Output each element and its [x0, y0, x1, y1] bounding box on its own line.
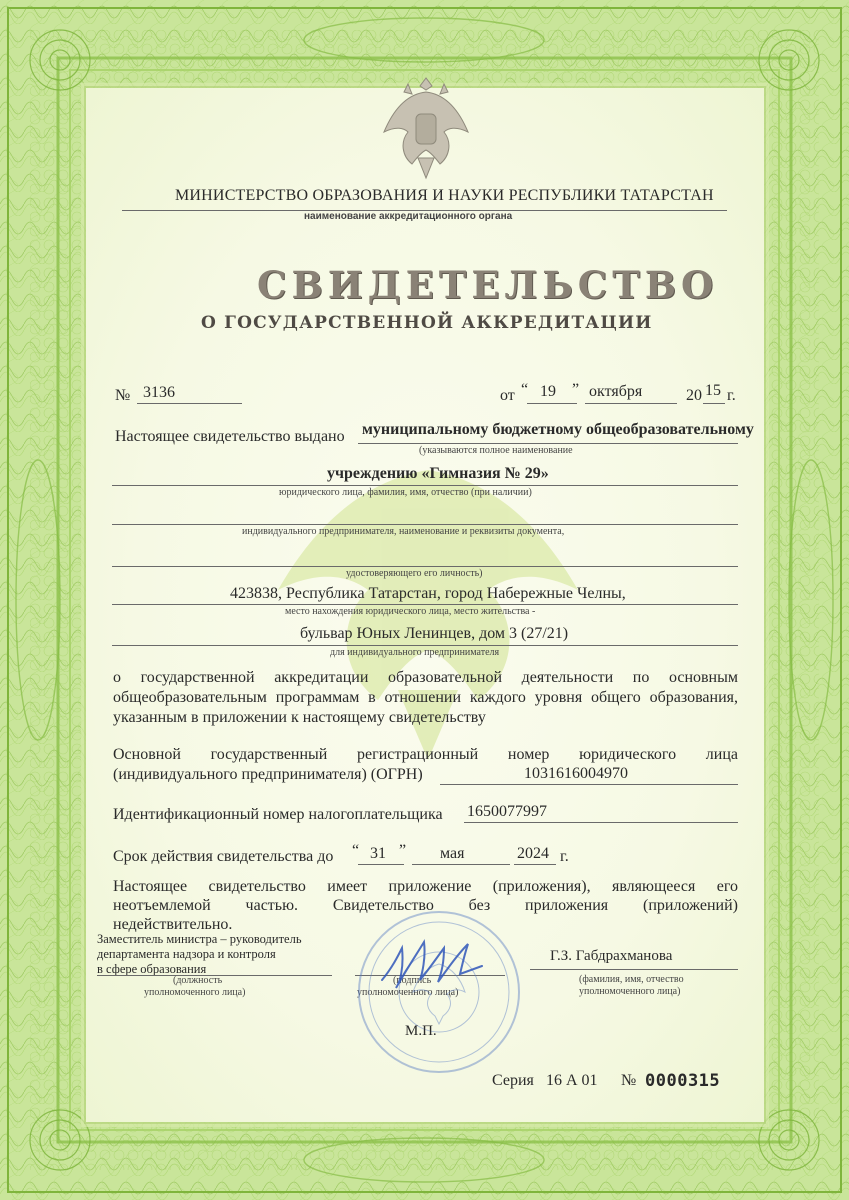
- blank-line-1: [112, 524, 738, 525]
- validity-day: 31: [370, 845, 386, 862]
- date-month: октября: [589, 383, 643, 400]
- series-label: Серия: [492, 1072, 534, 1089]
- validity-month-underline: [412, 864, 510, 865]
- inn-underline: [464, 822, 738, 823]
- ministry-name: МИНИСТЕРСТВО ОБРАЗОВАНИЯ И НАУКИ РЕСПУБЛИКИ ТАТАРСТАН: [175, 187, 714, 204]
- caption-name-line2: уполномоченного лица): [579, 986, 681, 997]
- seal-place: М.П.: [405, 1023, 437, 1039]
- signatory-name: Г.З. Габдрахманова: [550, 948, 673, 964]
- validity-suffix: г.: [560, 848, 569, 865]
- caption-entrepreneur: индивидуального предпринимателя, наименование и реквизиты документа,: [242, 526, 565, 537]
- date-day: 19: [540, 383, 556, 400]
- validity-month: мая: [440, 845, 465, 862]
- validity-open-quote: “: [352, 842, 360, 859]
- series-value: 16 А 01: [546, 1072, 598, 1089]
- name-underline: [530, 969, 738, 970]
- date-close-quote: ”: [572, 381, 580, 398]
- date-suffix: г.: [727, 387, 736, 404]
- caption-signature-line2: уполномоченного лица): [357, 987, 459, 998]
- page-title: СВИДЕТЕЛЬСТВО: [257, 263, 719, 307]
- caption-for-entrepreneur: для индивидуального предпринимателя: [330, 647, 500, 658]
- number-sign: №: [115, 387, 131, 404]
- inn-label: Идентификационный номер налогоплательщика: [113, 806, 443, 823]
- blank-line-2: [112, 566, 738, 567]
- ogrn-text-line2: (индивидуального предпринимателя) (ОГРН): [113, 766, 423, 783]
- serial-sign: №: [621, 1072, 637, 1089]
- month-underline: [585, 403, 677, 404]
- validity-close-quote: ”: [399, 842, 407, 859]
- number-underline: [137, 403, 242, 404]
- address-line2: бульвар Юных Ленинцев, дом 3 (27/21): [300, 625, 569, 642]
- signature-icon: [372, 928, 492, 998]
- address-line2-underline: [112, 645, 738, 646]
- appendix-text-line2: неотъемлемой частью. Свидетельство без приложения (приложений): [113, 897, 738, 914]
- date-year-suffix: 15: [705, 382, 721, 399]
- address-line1-underline: [112, 604, 738, 605]
- ogrn-text-line1: Основной государственный регистрационный номер юридического лица: [113, 746, 738, 763]
- date-open-quote: “: [521, 381, 529, 398]
- caption-legal-entity: юридического лица, фамилия, имя, отчество (при наличии): [279, 487, 532, 498]
- date-prefix: от: [500, 387, 515, 404]
- issued-line2-underline: [112, 485, 738, 486]
- validity-label: Срок действия свидетельства до: [113, 848, 334, 865]
- appendix-text-line3: недействительно.: [113, 916, 233, 933]
- signatory-position-line2: департамента надзора и контроля: [97, 947, 276, 961]
- validity-day-underline: [358, 864, 404, 865]
- validity-year: 2024: [517, 845, 549, 862]
- ogrn-value: 1031616004970: [524, 765, 628, 782]
- appendix-text-line1: Настоящее свидетельство имеет приложение (приложения), являющееся его: [113, 878, 738, 895]
- caption-full-name: (указываются полное наименование: [419, 445, 573, 456]
- day-underline: [527, 403, 577, 404]
- issued-to-line1: муниципальному бюджетному общеобразовательному: [362, 421, 754, 438]
- inn-value: 1650077997: [467, 803, 547, 820]
- caption-identity: удостоверяющего его личность): [346, 568, 483, 579]
- caption-signature-line1: (подпись: [393, 975, 432, 986]
- caption-name-line1: (фамилия, имя, отчество: [579, 974, 684, 985]
- ogrn-underline: [440, 784, 738, 785]
- certificate-number: 3136: [143, 384, 175, 401]
- serial-number: 0000315: [645, 1071, 721, 1091]
- validity-year-underline: [514, 864, 556, 865]
- caption-position-line2: уполномоченного лица): [144, 987, 246, 998]
- coat-of-arms-icon: [378, 70, 474, 182]
- accreditation-text-line1: о государственной аккредитации образовательной деятельности по основным: [113, 669, 738, 686]
- accreditation-text-line3: указанным в приложении к настоящему свидетельству: [113, 709, 486, 726]
- signatory-position-line1: Заместитель министра – руководитель: [97, 932, 302, 946]
- signatory-position-line3: в сфере образования: [97, 962, 207, 976]
- address-line1: 423838, Республика Татарстан, город Набережные Челны,: [230, 585, 626, 602]
- accreditation-text-line2: общеобразовательным программам в отношении каждого уровня общего образования,: [113, 689, 738, 706]
- ministry-caption: наименование аккредитационного органа: [304, 211, 513, 222]
- caption-location: место нахождения юридического лица, место жительства -: [285, 606, 536, 617]
- issued-line1-underline: [358, 443, 738, 444]
- issued-to-line2: учреждению «Гимназия № 29»: [327, 465, 549, 482]
- issued-to-label: Настоящее свидетельство выдано: [115, 428, 345, 445]
- date-year-prefix: 20: [686, 387, 702, 404]
- page-subtitle: О ГОСУДАРСТВЕННОЙ АККРЕДИТАЦИИ: [201, 313, 653, 333]
- year-underline: [703, 403, 725, 404]
- caption-position-line1: (должность: [173, 975, 223, 986]
